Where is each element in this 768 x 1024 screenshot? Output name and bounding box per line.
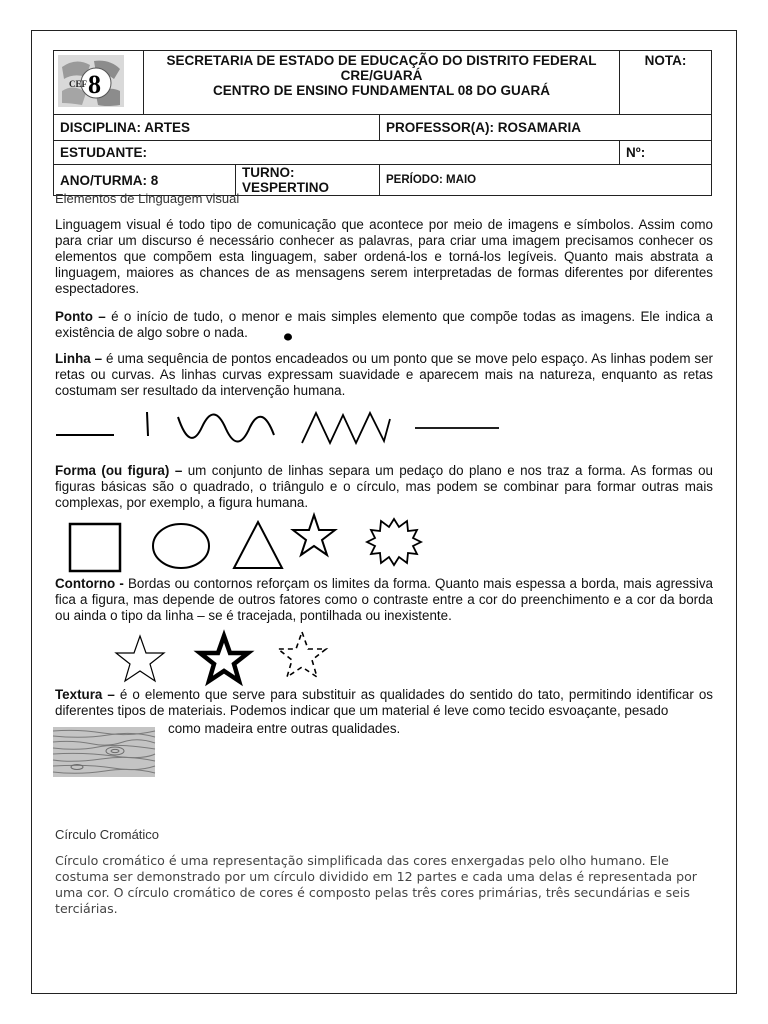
- dashed-outline-star: [278, 632, 326, 677]
- linha-paragraph: [55, 351, 713, 399]
- school-name-cell: [144, 51, 620, 115]
- header-table: [53, 50, 712, 196]
- shape-examples: [60, 515, 420, 575]
- logo-cef-text: CEF: [69, 79, 87, 89]
- square-shape: [70, 524, 120, 571]
- contour-examples: [110, 632, 340, 684]
- triangle-shape: [234, 522, 282, 568]
- textura-label: Textura –: [55, 687, 115, 702]
- linha-text: é uma sequência de pontos encadeados ou um ponto que se move pelo espaço. As linhas podem ser retas ou curvas. As linhas curvas expressam suavidade e aparecem mais na natureza, enquanto as retas costumam ser resultado da intervenção humana.: [55, 351, 714, 398]
- logo-cell: [54, 51, 144, 115]
- school-line-2: CRE/GUARÁ: [340, 68, 423, 83]
- school-logo: [56, 53, 126, 109]
- school-line-3: CENTRO DE ENSINO FUNDAMENTAL 08 DO GUARÁ: [213, 83, 551, 98]
- numero-field[interactable]: Nº:: [620, 141, 712, 165]
- circle-shape: [153, 524, 209, 568]
- professor-cell: PROFESSOR(A): ROSAMARIA: [380, 115, 712, 141]
- disciplina-cell: DISCIPLINA: ARTES: [54, 115, 380, 141]
- forma-paragraph: [55, 463, 713, 511]
- line-examples: [50, 405, 510, 455]
- estudante-field[interactable]: ESTUDANTE:: [54, 141, 620, 165]
- textura-text: é o elemento que serve para substituir as qualidades do sentido do tato, permitindo identificar os diferentes tipos de materiais. Podemos indicar que um material é leve como tecido esvoaçante, pesado: [55, 687, 713, 718]
- wavy-line: [178, 414, 274, 441]
- wood-texture-image: [53, 727, 155, 777]
- contorno-paragraph: [55, 576, 713, 624]
- nota-cell[interactable]: NOTA:: [620, 51, 712, 115]
- turno-cell: TURNO: VESPERTINO: [236, 165, 380, 196]
- contorno-text: Bordas ou contornos reforçam os limites da forma. Quanto mais espessa a borda, mais agressiva fica a figura, mas depende de outros fatores como o contraste entre a cor do preenchimento e a cor da borda ou ainda o tipo da linha – se é tracejada, pontilhada ou inexistente.: [55, 576, 713, 623]
- logo-number: 8: [88, 70, 101, 99]
- burst-shape: [367, 519, 421, 565]
- section-title-circulo: Círculo Cromático: [55, 827, 160, 842]
- section-title-elementos: Elementos de Linguagem visual: [55, 191, 240, 206]
- ponto-paragraph: [55, 309, 713, 341]
- vertical-line: [147, 412, 148, 436]
- ponto-text: é o início de tudo, o menor e mais simples elemento que compõe todas as imagens. Ele indica a existência de algo sobre o nada.: [55, 309, 713, 340]
- textura-paragraph: [55, 687, 713, 719]
- ponto-dot: [283, 332, 295, 344]
- textura-text-continued: como madeira entre outras qualidades.: [168, 721, 401, 736]
- thick-outline-star: [200, 636, 248, 681]
- circulo-paragraph: Círculo cromático é uma representação simplificada das cores enxergadas pelo olho humano. Ele costuma ser demonstrado por um círculo dividido em 12 partes e cada uma delas é representada por uma cor. O círculo cromático de cores é composto pelas três cores primárias, três secundárias e seis terciárias.: [55, 853, 697, 916]
- school-line-1: SECRETARIA DE ESTADO DE EDUCAÇÃO DO DISTRITO FEDERAL: [166, 53, 597, 68]
- periodo-cell: PERÍODO: MAIO: [380, 165, 712, 196]
- ano-turma-cell: ANO/TURMA: 8: [54, 165, 236, 196]
- thin-outline-star: [116, 636, 164, 681]
- contorno-label: Contorno -: [55, 576, 124, 591]
- zigzag-line: [302, 413, 390, 443]
- ponto-label: Ponto –: [55, 309, 106, 324]
- forma-label: Forma (ou figura) –: [55, 463, 183, 478]
- intro-paragraph: Linguagem visual é todo tipo de comunicação que acontece por meio de imagens e símbolos. Assim como para criar um discurso é necessário conhecer as palavras, para criar uma imagem precisamos conhecer os elementos que compõem esta linguagem, saber ordená-los e torná-los legíveis. Quanto mais abstrata a linguagem, maiores as chances de as mensagens serem interpretadas de formas diferentes por diferentes espectadores.: [55, 217, 713, 296]
- forma-text: um conjunto de linhas separa um pedaço do plano e nos traz a forma. As formas ou figuras básicas são o quadrado, o triângulo e o círculo, mas podem se combinar para formar outras mais complexas, por exemplo, a figura humana.: [55, 463, 713, 510]
- linha-label: Linha –: [55, 351, 103, 366]
- star-shape: [293, 515, 335, 555]
